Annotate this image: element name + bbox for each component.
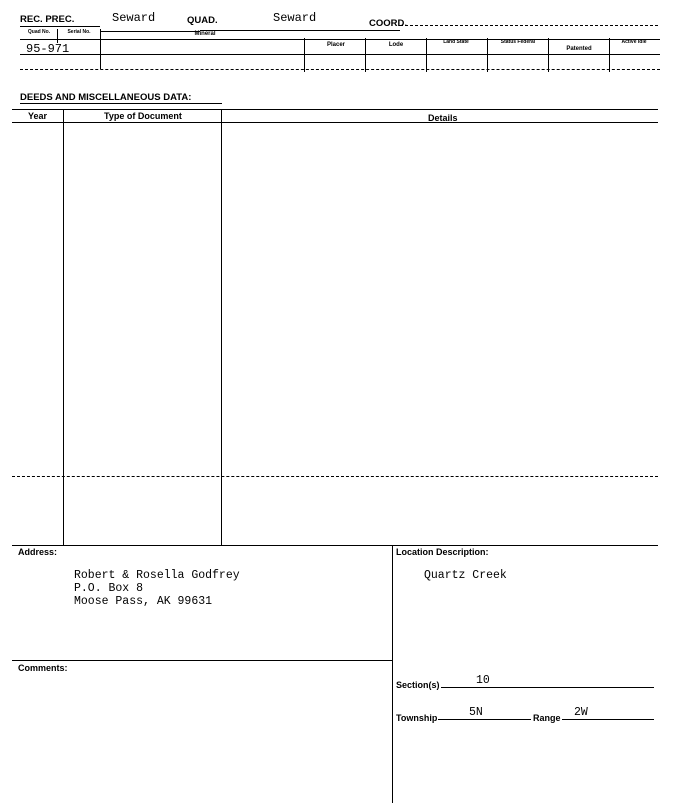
coord-label: COORD. — [369, 18, 407, 29]
deeds-section-title: DEEDS AND MISCELLANEOUS DATA: — [20, 92, 192, 103]
col-divider-status-patented — [548, 38, 549, 72]
address-location-divider — [392, 545, 393, 803]
location-description-value: Quartz Creek — [424, 569, 507, 582]
col-quad-no: Quad No. — [27, 29, 51, 35]
deeds-divider-year-type — [63, 109, 64, 545]
col-active-idle: Active Idle — [621, 39, 647, 45]
comments-label: Comments: — [18, 663, 68, 673]
deeds-title-underline — [20, 103, 222, 104]
col-patented: Patented — [566, 46, 592, 52]
col-lode: Lode — [388, 42, 404, 48]
col-divider-mineral-placer — [304, 38, 305, 72]
col-serial-no: Serial No. — [67, 29, 91, 35]
range-underline — [562, 719, 654, 720]
section-value: 10 — [476, 674, 490, 687]
address-block — [74, 569, 240, 608]
section-label: Section(s) — [396, 680, 440, 690]
col-mineral: Mineral — [194, 31, 216, 37]
col-type-of-document: Type of Document — [104, 111, 182, 121]
col-status-federal: Status Federal — [500, 39, 536, 45]
col-land-state: Land State — [443, 39, 469, 45]
col-divider-lode-land — [426, 38, 427, 72]
range-value: 2W — [574, 706, 588, 719]
deeds-divider-type-details — [221, 109, 222, 545]
col-divider-patented-active — [609, 38, 610, 72]
address-line-2: P.O. Box 8 — [74, 582, 144, 595]
data-row-rule — [20, 54, 660, 55]
range-label: Range — [533, 713, 561, 723]
address-label: Address: — [18, 547, 58, 557]
deeds-top-rule — [12, 109, 658, 110]
township-value: 5N — [469, 706, 483, 719]
rec-prec-underline — [20, 26, 100, 27]
section-underline — [441, 687, 654, 688]
header-bottom-dashed — [20, 69, 660, 70]
col-divider-placer-lode — [365, 38, 366, 72]
deeds-dashed-rule — [12, 476, 658, 477]
address-comments-rule — [12, 660, 392, 661]
quad-value: Seward — [273, 11, 317, 25]
location-description-label: Location Description: — [396, 547, 489, 557]
township-label: Township — [396, 713, 438, 723]
col-divider-quad-serial — [57, 29, 58, 43]
quad-no-value: 95-971 — [26, 42, 70, 56]
address-line-3: Moose Pass, AK 99631 — [74, 595, 213, 608]
rec-prec-label: REC. PREC. — [20, 14, 75, 25]
header-row-rule — [20, 39, 660, 40]
coord-dashed-line — [400, 25, 658, 26]
col-divider-serial-mineral — [100, 29, 101, 69]
col-details: Details — [428, 113, 458, 123]
township-underline — [438, 719, 531, 720]
deeds-header-rule — [12, 122, 658, 123]
deeds-bottom-rule — [12, 545, 658, 546]
address-line-1: Robert & Rosella Godfrey — [74, 569, 240, 582]
rec-prec-value: Seward — [112, 11, 156, 25]
col-divider-land-status — [487, 38, 488, 72]
quad-label: QUAD. — [187, 15, 218, 26]
col-placer: Placer — [326, 42, 345, 48]
col-year: Year — [28, 111, 48, 121]
